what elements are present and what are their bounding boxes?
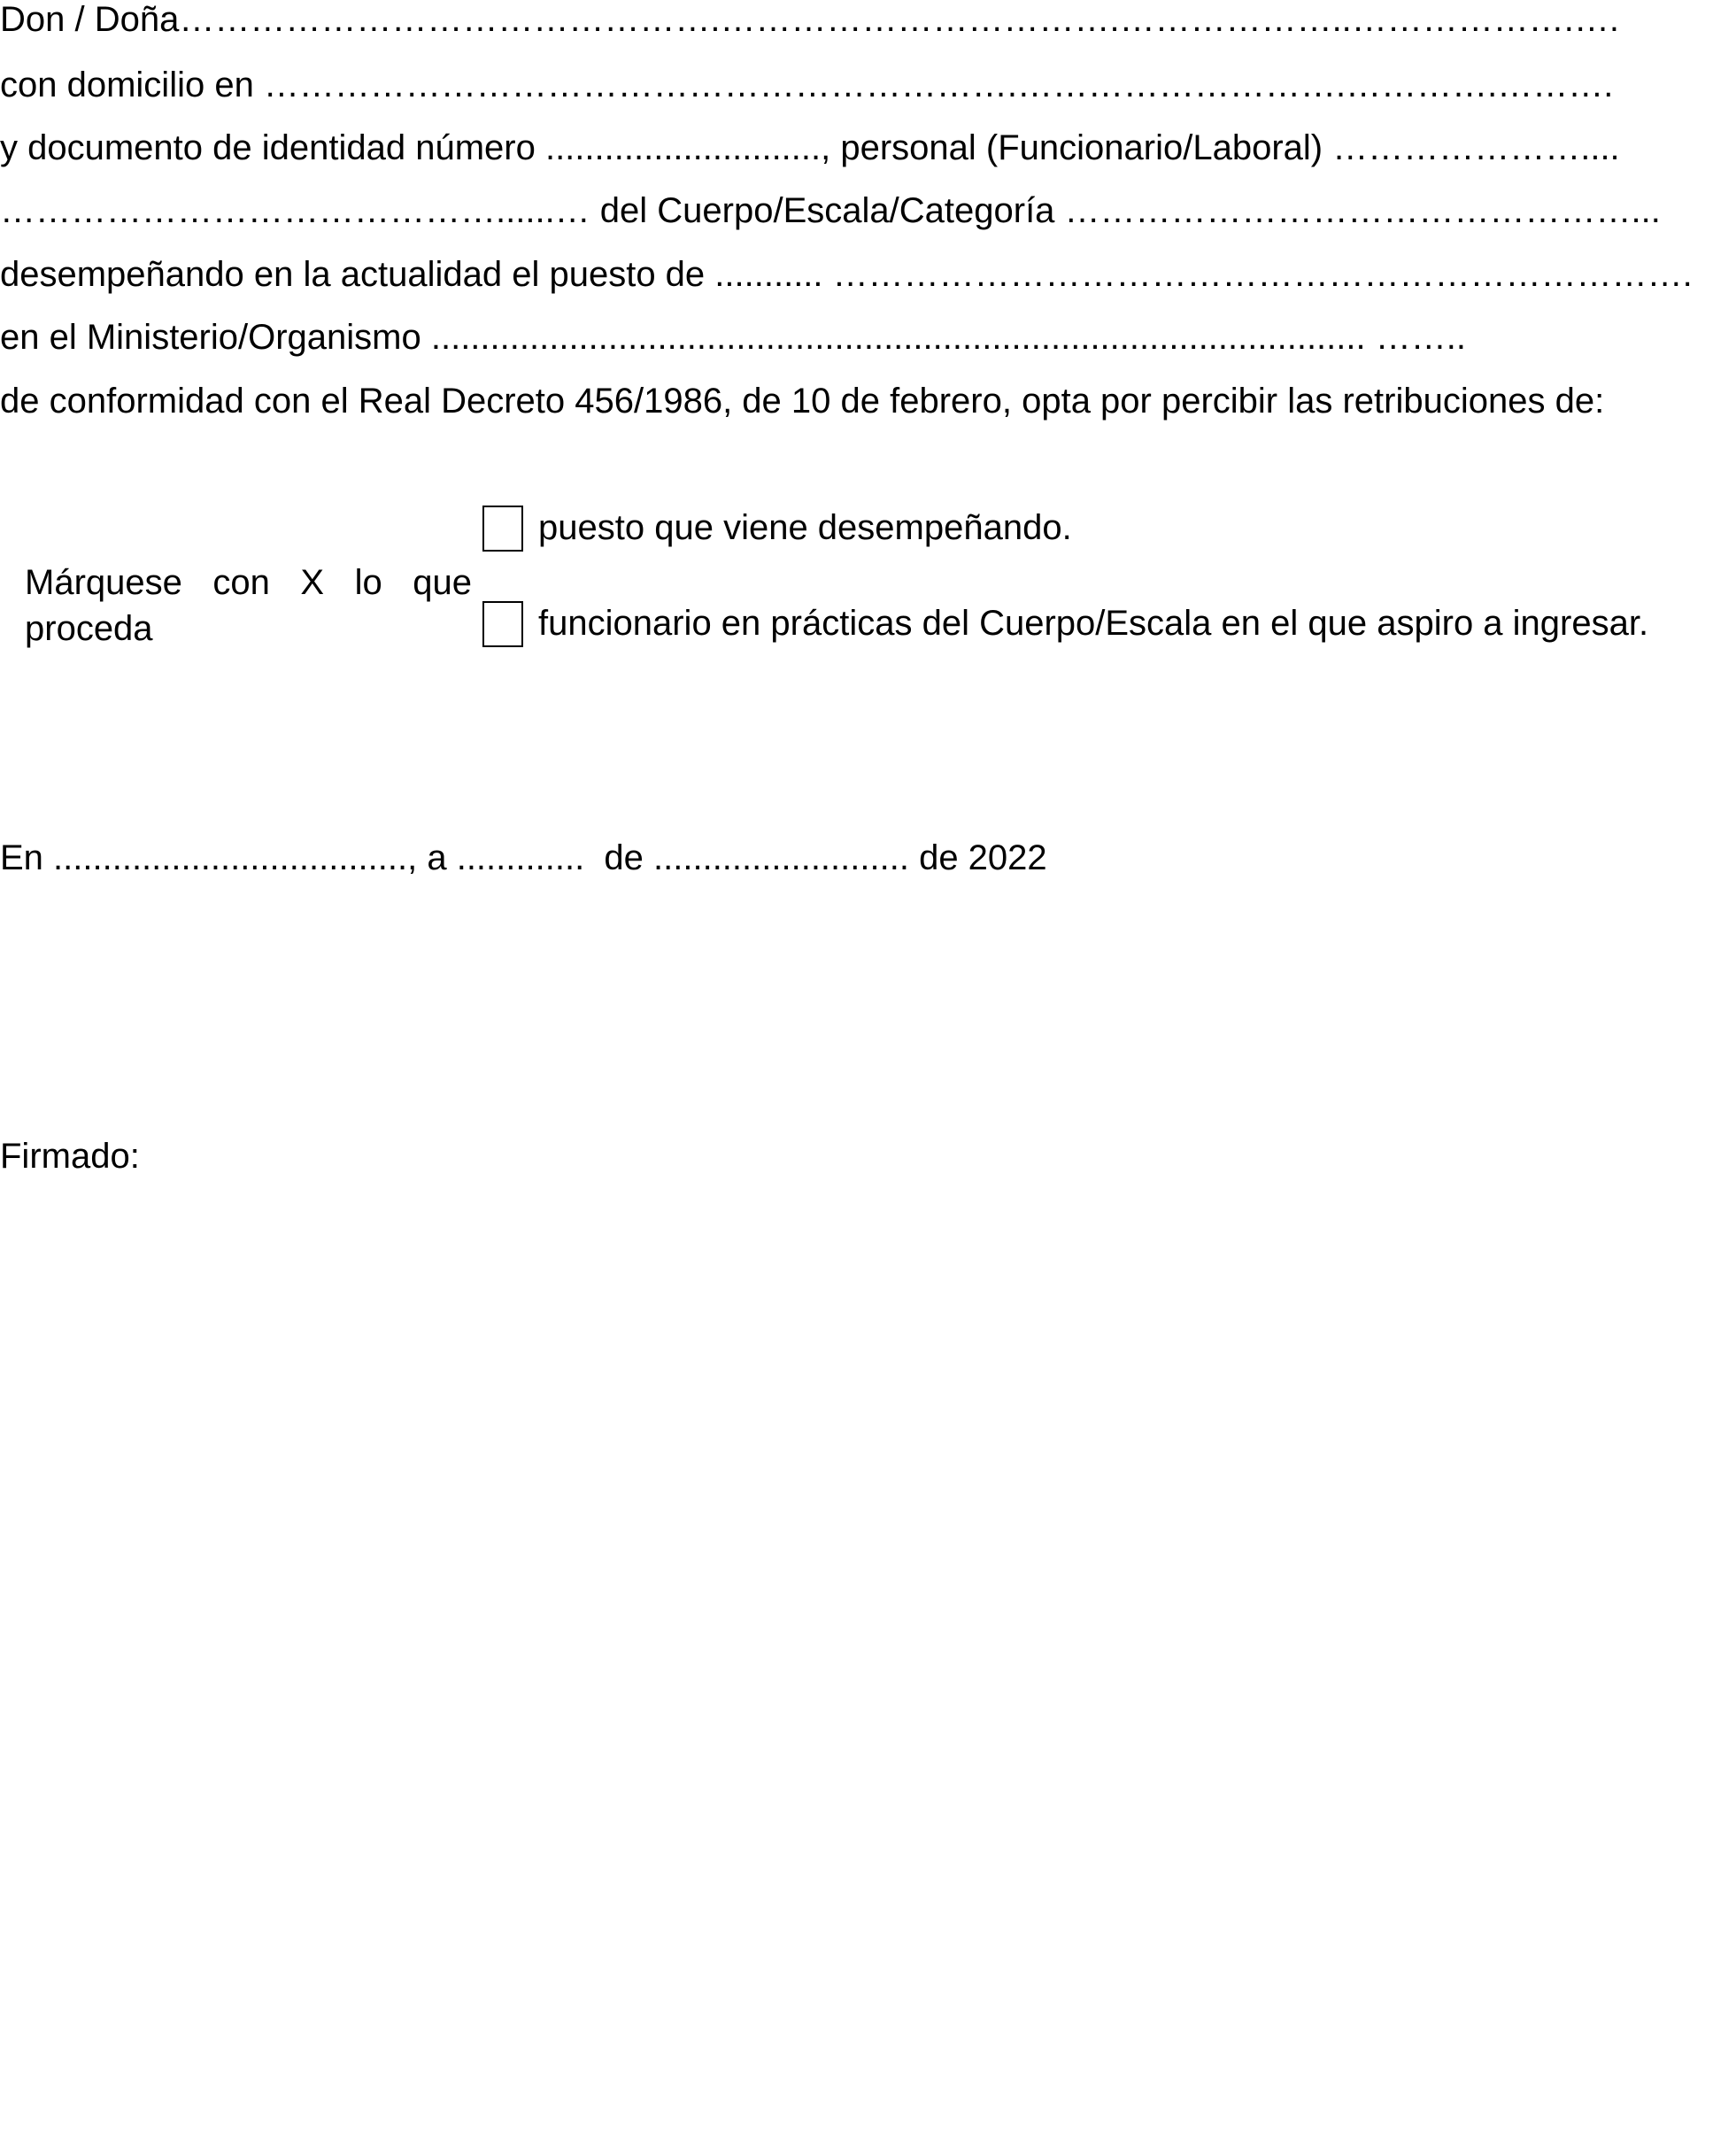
mark-instruction: Márquese con X lo que proceda [25,563,472,648]
option-trainee-label: funcionario en prácticas del Cuerpo/Escala en el que aspiro a ingresar. [538,604,1649,643]
name-line: Don / Doña……………………………………….…………………………….………………..……………….…. [0,0,1620,39]
address-line: con domicilio en ……………………………………………………….……………………….………….………. [0,66,1614,104]
option-current-post-checkbox[interactable] [482,506,523,552]
date-line: En ...................................., a ............. de .......................... de 2022 [0,838,1047,877]
ministry-line: en el Ministerio/Organismo ............................................................................................... …….. [0,318,1466,357]
signature-label: Firmado: [0,1137,140,1176]
option-current-post-label: puesto que viene desempeñando. [538,508,1072,547]
id-document-line: y documento de identidad número ............................, personal (Funcionario/Laboral) ………………….... [0,128,1620,167]
decree-line: de conformidad con el Real Decreto 456/1986, de 10 de febrero, opta por percibir las retribuciones de: [0,382,1605,421]
option-trainee-checkbox[interactable] [482,601,523,647]
current-position-line: desempeñando en la actualidad el puesto de ........... ………………………………………………………………. [0,255,1693,294]
corps-line: ……………………………………......… del Cuerpo/Escala/Categoría …………………………………………... [0,191,1661,230]
